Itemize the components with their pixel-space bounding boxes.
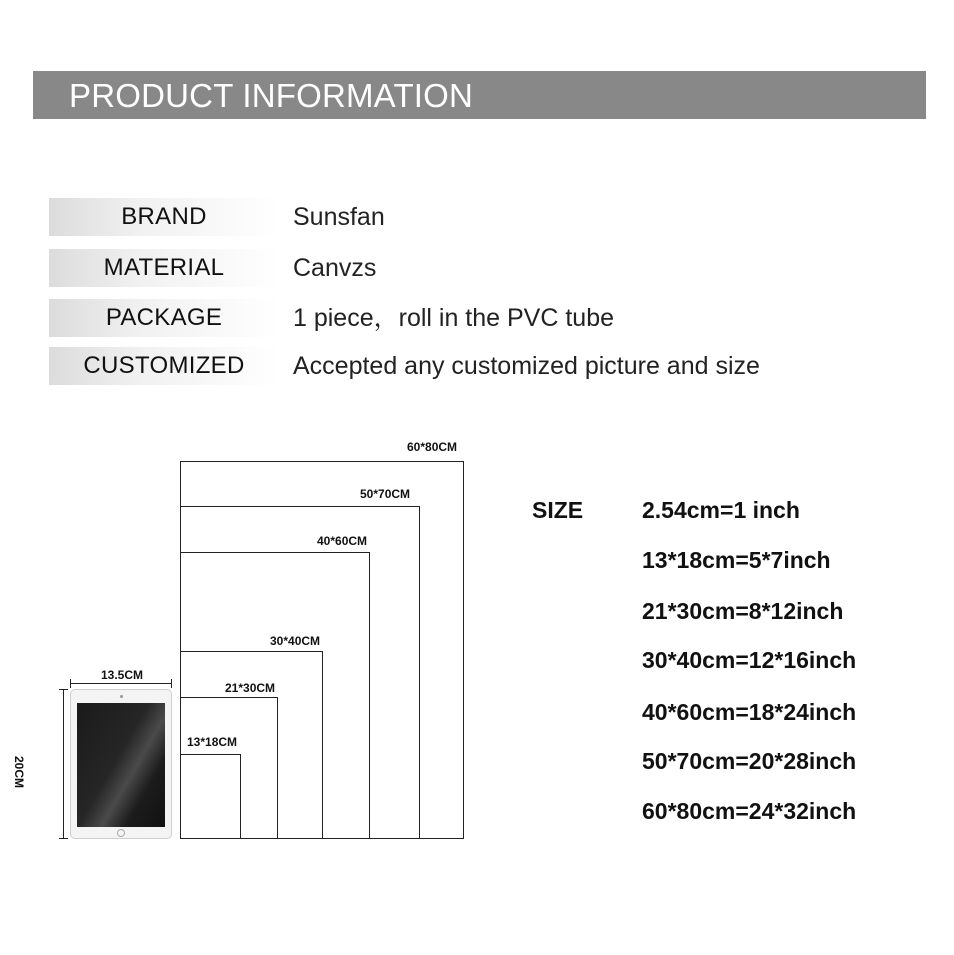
size-title: SIZE bbox=[532, 497, 584, 523]
tablet-width-label: 13.5CM bbox=[101, 668, 144, 682]
info-value: Canvzs bbox=[293, 254, 377, 282]
tablet-illustration bbox=[70, 689, 172, 839]
tablet-home-button bbox=[117, 829, 125, 837]
size-line: 50*70cm=20*28inch bbox=[642, 748, 857, 774]
header-bar bbox=[33, 71, 926, 119]
size-line: 21*30cm=8*12inch bbox=[642, 598, 844, 624]
info-value: Accepted any customized picture and size bbox=[293, 352, 760, 380]
size-line: 40*60cm=18*24inch bbox=[642, 699, 857, 725]
tablet-height-dimension bbox=[63, 689, 64, 839]
frame-label-50x70: 50*70CM bbox=[360, 487, 411, 501]
size-line: 13*18cm=5*7inch bbox=[642, 547, 831, 573]
page-title: PRODUCT INFORMATION bbox=[69, 77, 474, 114]
info-value: Sunsfan bbox=[293, 203, 385, 231]
size-line: 2.54cm=1 inch bbox=[642, 497, 800, 523]
tablet-height-label: 20CM bbox=[12, 756, 26, 789]
frame-label-60x80: 60*80CM bbox=[407, 440, 458, 454]
frame-label-21x30: 21*30CM bbox=[225, 681, 276, 695]
info-value: 1 piece，roll in the PVC tube bbox=[293, 304, 615, 332]
frame-label-30x40: 30*40CM bbox=[270, 634, 321, 648]
frame-13x18 bbox=[180, 754, 241, 839]
tablet-screen bbox=[77, 703, 165, 827]
frame-label-40x60: 40*60CM bbox=[317, 534, 368, 548]
tablet-camera bbox=[120, 695, 123, 698]
info-label: BRAND bbox=[49, 198, 279, 236]
frame-label-13x18: 13*18CM bbox=[187, 735, 238, 749]
info-label: MATERIAL bbox=[49, 249, 279, 287]
tablet-width-dimension bbox=[70, 683, 172, 684]
size-line: 30*40cm=12*16inch bbox=[642, 647, 857, 673]
size-line: 60*80cm=24*32inch bbox=[642, 798, 857, 824]
info-label: CUSTOMIZED bbox=[49, 347, 279, 385]
info-label: PACKAGE bbox=[49, 299, 279, 337]
